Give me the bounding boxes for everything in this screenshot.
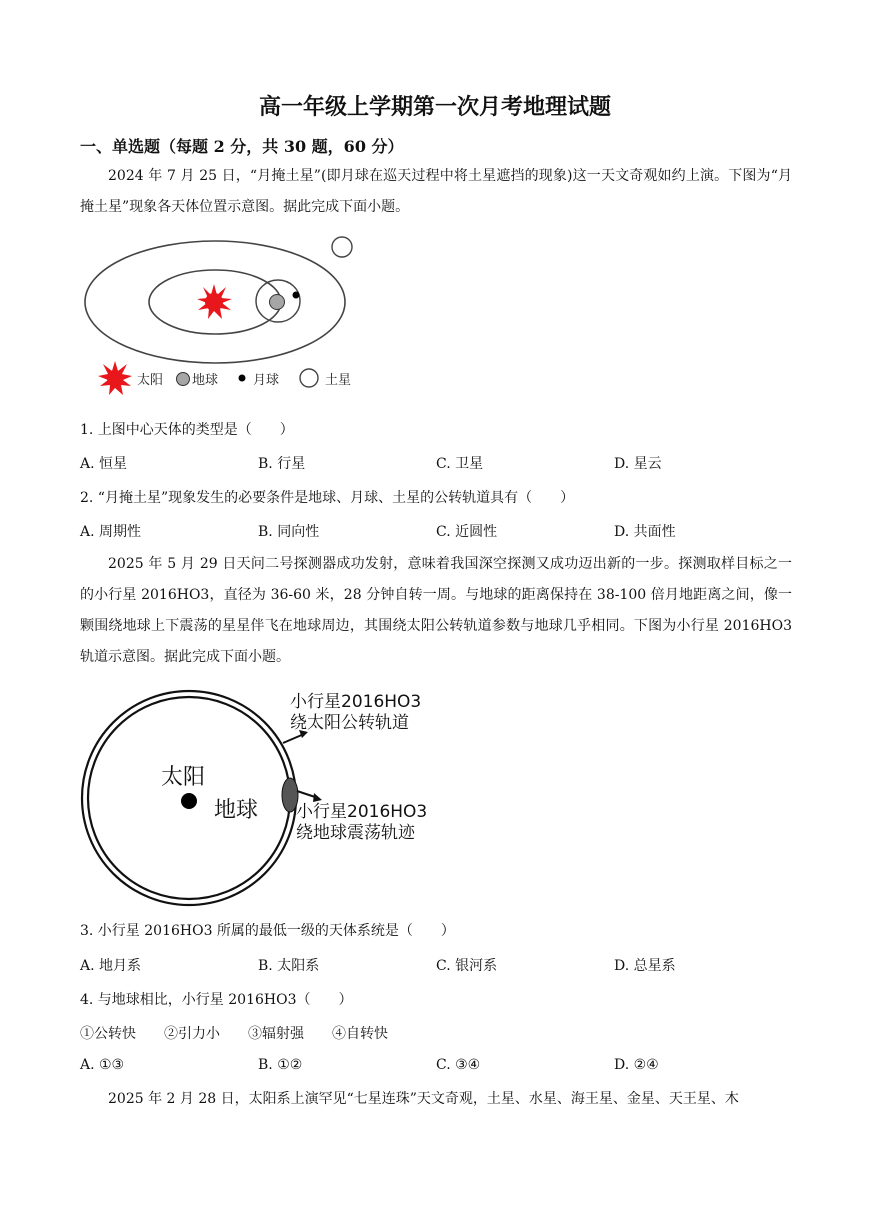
question-4-option-c[interactable]: C. ③④ xyxy=(436,1057,481,1073)
legend-moon-icon xyxy=(239,375,246,382)
oscillation-label-line-1: 小行星2016HO3 xyxy=(296,802,428,822)
orbit-label-line-1: 小行星2016HO3 xyxy=(290,692,422,712)
question-1-option-a[interactable]: A. 恒星 xyxy=(80,456,128,472)
question-4-statements: ①公转快 ②引力小 ③辐射强 ④自转快 xyxy=(80,1026,388,1042)
question-2-option-b[interactable]: B. 同向性 xyxy=(258,524,320,540)
question-4-option-d[interactable]: D. ②④ xyxy=(614,1057,659,1073)
question-1-stem: 1. 上图中心天体的类型是（ ） xyxy=(80,422,294,438)
passage-3: 2025 年 2 月 28 日，太阳系上演罕见“七星连珠”天文奇观，土星、水星、海王星、金星、天王星、木 xyxy=(108,1091,739,1107)
question-3-option-c[interactable]: C. 银河系 xyxy=(436,958,498,974)
question-2-stem: 2. “月掩土星”现象发生的必要条件是地球、月球、土星的公转轨道具有（ ） xyxy=(80,490,575,506)
sun-dot-icon xyxy=(181,793,197,809)
question-2-option-d[interactable]: D. 共面性 xyxy=(614,524,676,540)
question-1-option-b[interactable]: B. 行星 xyxy=(258,456,306,472)
earth-icon xyxy=(270,295,285,310)
question-3-stem: 3. 小行星 2016HO3 所属的最低一级的天体系统是（ ） xyxy=(80,923,455,939)
question-3-option-b[interactable]: B. 太阳系 xyxy=(258,958,320,974)
moon-icon xyxy=(293,292,300,299)
question-1-option-d[interactable]: D. 星云 xyxy=(614,456,662,472)
orbit-diagram xyxy=(85,237,352,363)
question-2-option-c[interactable]: C. 近圆性 xyxy=(436,524,498,540)
legend-sun-label: 太阳 xyxy=(137,373,164,388)
section-heading: 一、单选题（每题 2 分，共 30 题，60 分） xyxy=(80,137,404,156)
question-2-option-a[interactable]: A. 周期性 xyxy=(80,524,142,540)
question-3-option-a[interactable]: A. 地月系 xyxy=(80,958,142,974)
figure-legend xyxy=(98,361,351,395)
figure-asteroid-orbit xyxy=(78,686,438,908)
legend-earth-label: 地球 xyxy=(192,373,219,388)
page-title: 高一年级上学期第一次月考地理试题 xyxy=(258,94,611,120)
legend-saturn-icon xyxy=(300,369,318,387)
question-3-option-d[interactable]: D. 总星系 xyxy=(614,958,676,974)
sun-icon xyxy=(197,284,232,319)
earth-label: 地球 xyxy=(214,798,259,823)
passage-2: 2025 年 5 月 29 日天问二号探测器成功发射，意味着我国深空探测又成功迈出新的一步。探测取样目标之一的小行星 2016HO3，直径为 36-60 米，28 分钟自转一周。与地球的距离保持在 38-100 倍月地距离之间，像一颗围绕地球上下震荡的星星伴飞在地球周边，其围绕太阳公转轨道参数与地球几乎相同。下图为小行星 2016HO3 轨道示意图。据此完成下面小题。 xyxy=(80,556,792,665)
orbit-label-line-2: 绕太阳公转轨道 xyxy=(290,713,409,733)
passage-1: 2024 年 7 月 25 日，“月掩土星”(即月球在巡天过程中将土星遮挡的现象)这一天文奇观如约上演。下图为“月掩土星”现象各天体位置示意图。据此完成下面小题。 xyxy=(80,168,792,215)
oscillation-label-arrowhead xyxy=(313,793,322,802)
question-4-option-b[interactable]: B. ①② xyxy=(258,1057,303,1073)
question-4-stem: 4. 与地球相比，小行星 2016HO3（ ） xyxy=(80,992,353,1008)
legend-earth-icon xyxy=(177,373,190,386)
figure-moon-occults-saturn xyxy=(80,232,380,402)
orbit-label-pointer xyxy=(283,734,304,743)
sun-label: 太阳 xyxy=(161,765,206,790)
legend-sun-icon xyxy=(98,361,132,395)
saturn-icon xyxy=(332,237,352,257)
question-4-option-a[interactable]: A. ①③ xyxy=(80,1057,125,1073)
legend-saturn-label: 土星 xyxy=(325,373,352,388)
legend-moon-label: 月球 xyxy=(253,373,280,388)
question-1-option-c[interactable]: C. 卫星 xyxy=(436,456,484,472)
oscillation-label-line-2: 绕地球震荡轨迹 xyxy=(296,823,415,843)
